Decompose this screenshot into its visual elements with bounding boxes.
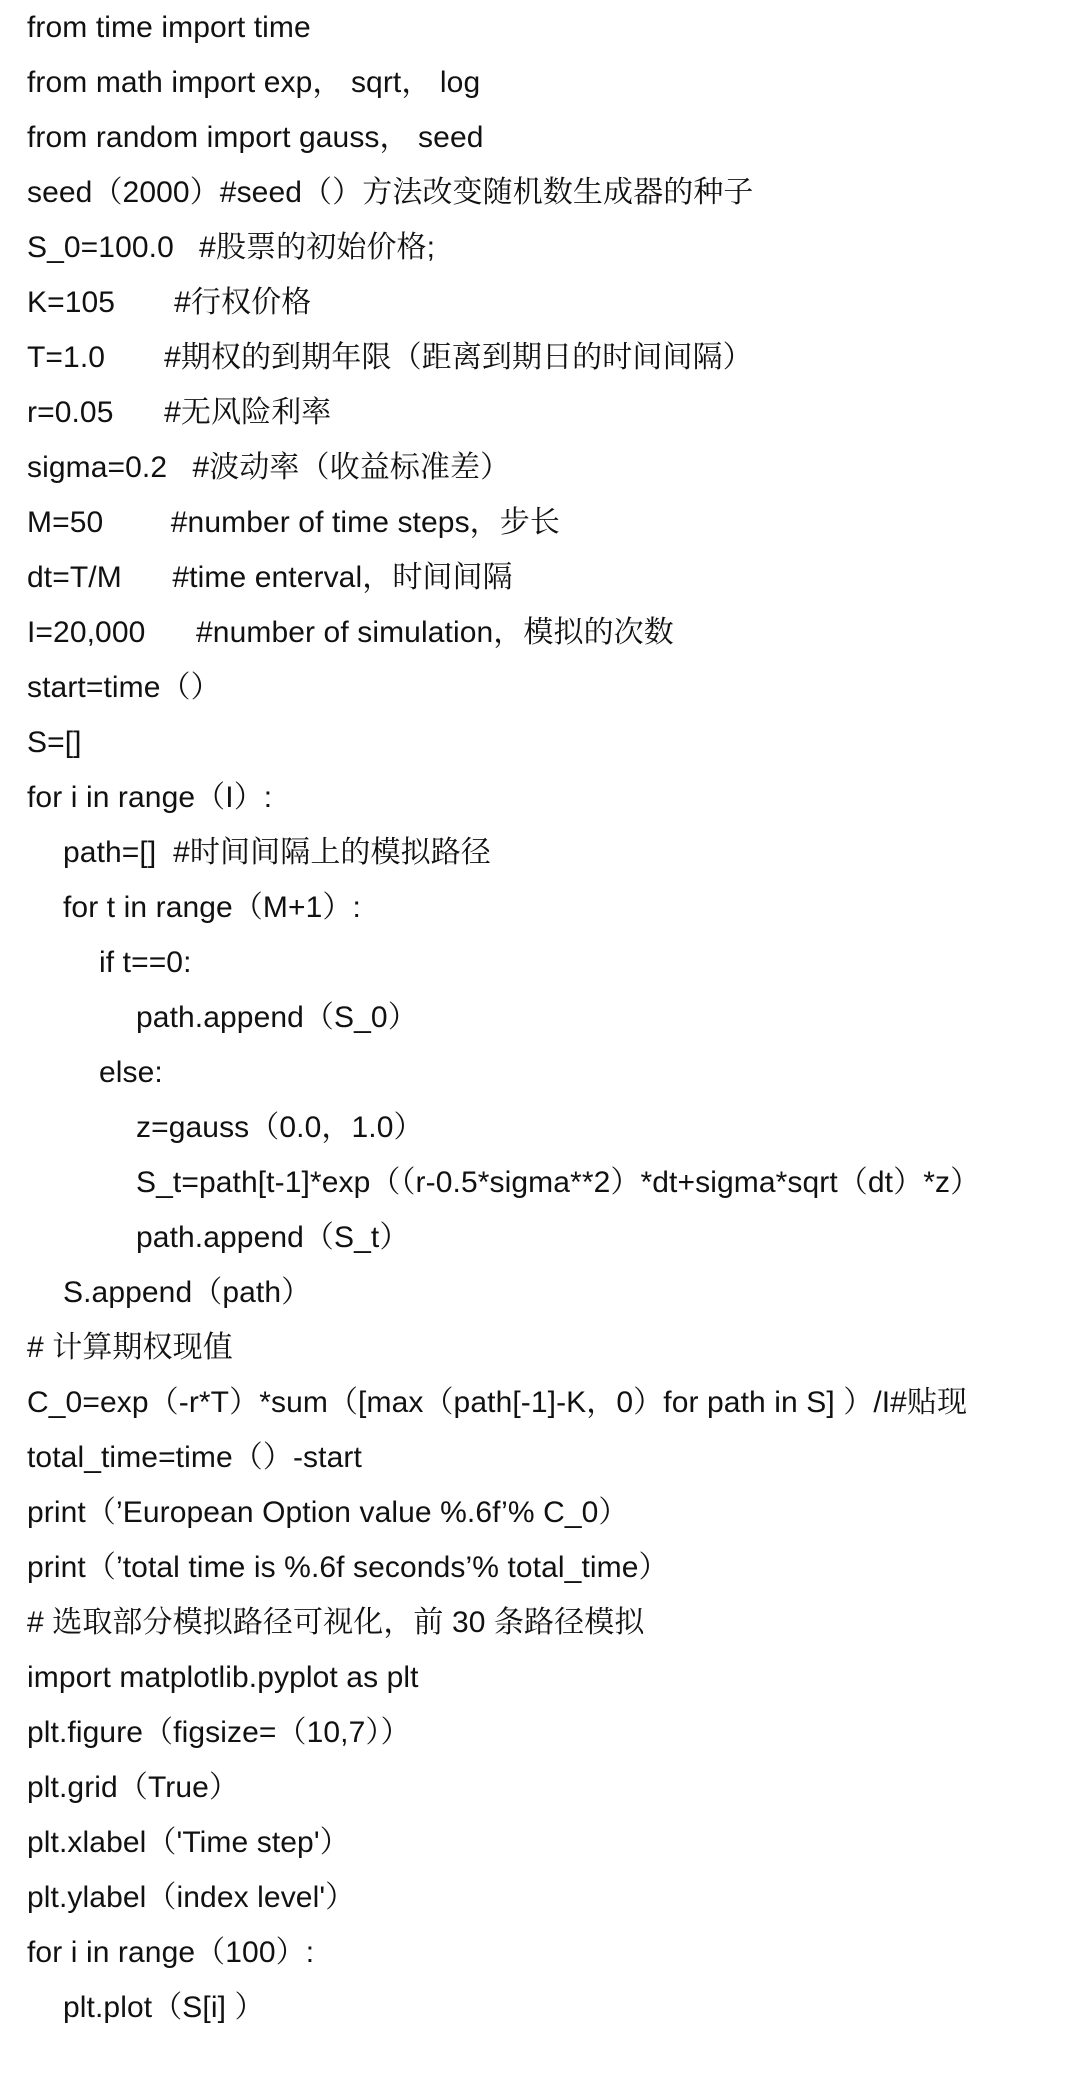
code-line-34: plt.xlabel（'Time step'） [27, 1826, 350, 1859]
code-line-4: seed（2000）#seed（）方法改变随机数生成器的种子 [27, 176, 754, 209]
code-line-10: M=50 #number of time steps，步长 [27, 506, 560, 539]
code-line-37: plt.plot（S[i] ） [63, 1991, 265, 2024]
code-line-1: from time import time [27, 11, 311, 44]
code-line-33: plt.grid（True） [27, 1771, 240, 1804]
code-line-32: plt.figure（figsize=（10,7）） [27, 1716, 411, 1749]
code-line-9: sigma=0.2 #波动率（收益标准差） [27, 451, 511, 484]
code-line-12: I=20,000 #number of simulation，模拟的次数 [27, 616, 674, 649]
code-line-13: start=time（） [27, 671, 221, 704]
code-line-14: S=[] [27, 726, 82, 759]
code-line-2: from math import exp， sqrt， log [27, 66, 481, 99]
code-line-17: for t in range（M+1）: [63, 891, 361, 924]
code-line-21: z=gauss（0.0，1.0） [136, 1111, 424, 1144]
code-line-3: from random import gauss， seed [27, 121, 484, 154]
code-line-23: path.append（S_t） [136, 1221, 410, 1254]
code-line-36: for i in range（100）: [27, 1936, 315, 1969]
code-line-6: K=105 #行权价格 [27, 286, 312, 319]
code-line-19: path.append（S_0） [136, 1001, 418, 1034]
code-line-28: print（’European Option value %.6f’% C_0） [27, 1496, 629, 1529]
code-line-27: total_time=time（）-start [27, 1441, 362, 1474]
code-line-30: # 选取部分模拟路径可视化，前 30 条路径模拟 [27, 1606, 645, 1639]
code-line-31: import matplotlib.pyplot as plt [27, 1661, 419, 1694]
code-line-15: for i in range（I）: [27, 781, 273, 814]
code-line-7: T=1.0 #期权的到期年限（距离到期日的时间间隔） [27, 341, 753, 374]
code-line-20: else: [99, 1056, 163, 1089]
code-line-24: S.append（path） [63, 1276, 312, 1309]
code-line-18: if t==0: [99, 946, 192, 979]
code-line-11: dt=T/M #time enterval，时间间隔 [27, 561, 513, 594]
code-line-29: print（’total time is %.6f seconds’% total_time） [27, 1551, 669, 1584]
code-line-8: r=0.05 #无风险利率 [27, 396, 332, 429]
code-line-25: # 计算期权现值 [27, 1331, 233, 1364]
code-line-5: S_0=100.0 #股票的初始价格; [27, 231, 436, 264]
code-line-16: path=[] #时间间隔上的模拟路径 [63, 836, 491, 869]
code-line-26: C_0=exp（-r*T）*sum（[max（path[-1]-K，0）for path in S] ）/I#贴现 [27, 1386, 968, 1419]
code-line-22: S_t=path[t-1]*exp（（r-0.5*sigma**2）*dt+sigma*sqrt（dt）*z） [136, 1166, 981, 1199]
code-line-35: plt.ylabel（index level'） [27, 1881, 356, 1914]
